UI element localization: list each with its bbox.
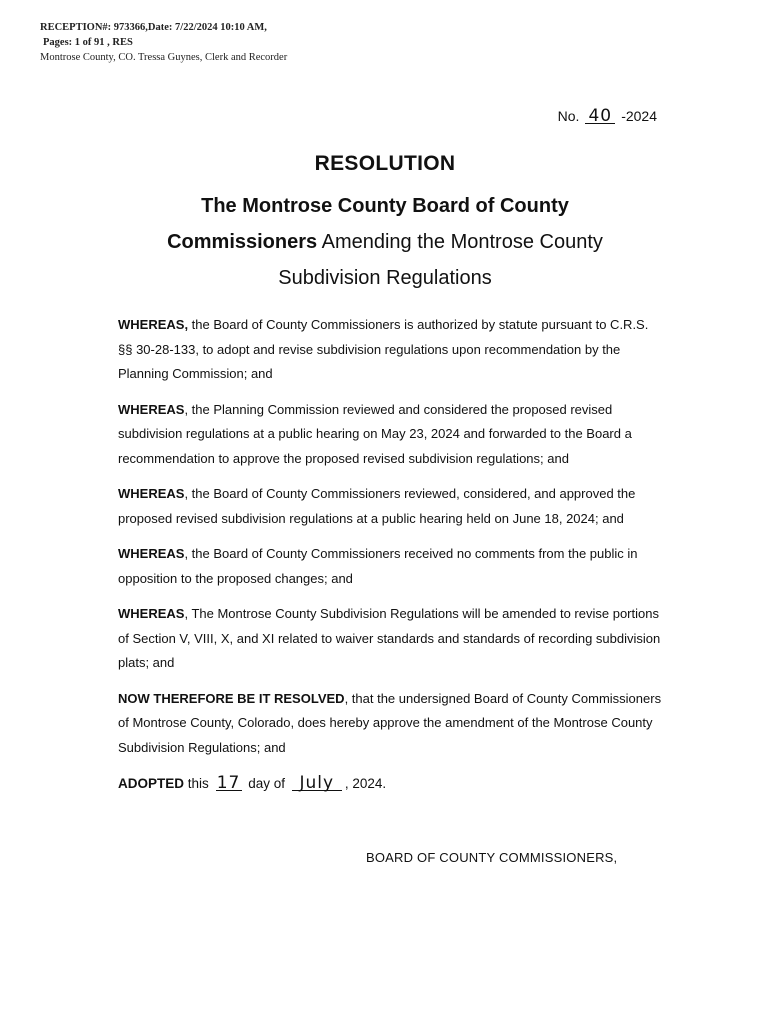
resolution-number <box>558 108 657 124</box>
paragraph-2 <box>118 398 663 472</box>
paragraph-text: , that the undersigned Board of County Commissioners of Montrose County, Colorado, does hereby approve the amendment of the Montrose County Subdivision Regulations; and <box>118 690 662 755</box>
paragraph-text: , the Board of County Commissioners received no comments from the public in opposition to the proposed changes; and <box>118 546 638 586</box>
paragraph-6 <box>118 687 663 761</box>
paragraph-text: , the Board of County Commissioners reviewed, considered, and approved the proposed revised subdivision regulations at a public hearing held on June 18, 2024; and <box>118 486 636 526</box>
adopted-this: this <box>184 776 213 791</box>
recording-header <box>40 20 287 65</box>
title-block <box>0 152 770 296</box>
county-clerk-line: Montrose County, CO. Tressa Guynes, Clerk and Recorder <box>40 52 288 63</box>
paragraph-text: , The Montrose County Subdivision Regulations will be amended to revise portions of Section V, VIII, X, and XI related to waiver standards and standards of recording subdivision plats; and <box>118 606 661 670</box>
resolution-body <box>118 313 663 797</box>
signature-block-heading: BOARD OF COUNTY COMMISSIONERS, <box>366 850 618 865</box>
adopted-month-handwritten: July <box>292 776 342 791</box>
resolution-number-prefix: No. <box>557 108 580 124</box>
subtitle-line-2-rest: Amending the Montrose County <box>317 231 603 253</box>
paragraph-lead: WHEREAS, <box>118 317 189 332</box>
resolution-number-handwritten: 40 <box>585 109 615 124</box>
adopted-year: , 2024. <box>344 776 387 791</box>
adopted-line <box>118 772 663 797</box>
paragraph-text: the Board of County Commissioners is authorized by statute pursuant to C.R.S. §§ 30-28-133, to adopt and revise subdivision regulations upon recommendation by the Planning Commission; and <box>118 317 649 381</box>
adopted-day-handwritten: 17 <box>216 773 241 793</box>
resolution-number-suffix: -2024 <box>621 108 657 124</box>
subtitle-line-1-text: The Montrose County Board of County <box>201 195 569 217</box>
paragraph-5 <box>118 602 663 676</box>
paragraph-lead: WHEREAS <box>118 486 185 501</box>
document-title: RESOLUTION <box>314 152 456 175</box>
subtitle-line-1 <box>0 188 770 224</box>
paragraph-text: , the Planning Commission reviewed and considered the proposed revised subdivision regulations at a public hearing on May 23, 2024 and forwarded to the Board a recommendation to approve the proposed revised subdivision regulations; and <box>118 401 632 466</box>
subtitle-line-3: Subdivision Regulations <box>278 267 492 289</box>
paragraph-1 <box>118 313 663 387</box>
paragraph-lead: WHEREAS <box>118 546 185 561</box>
paragraph-3 <box>118 482 663 531</box>
paragraph-4 <box>118 542 663 591</box>
adopted-lead: ADOPTED <box>118 776 185 791</box>
paragraph-lead: WHEREAS <box>118 401 185 417</box>
adopted-day-of: day of <box>244 776 289 791</box>
paragraph-lead: WHEREAS <box>118 606 185 621</box>
paragraph-lead: NOW THEREFORE BE IT RESOLVED <box>118 690 345 706</box>
subtitle-line-2-bold: Commissioners <box>167 231 318 253</box>
reception-line: RECEPTION#: 973366,Date: 7/22/2024 10:10 AM, <box>40 22 267 33</box>
subtitle-line-2 <box>0 224 770 260</box>
pages-line: Pages: 1 of 91 , RES <box>43 37 133 48</box>
